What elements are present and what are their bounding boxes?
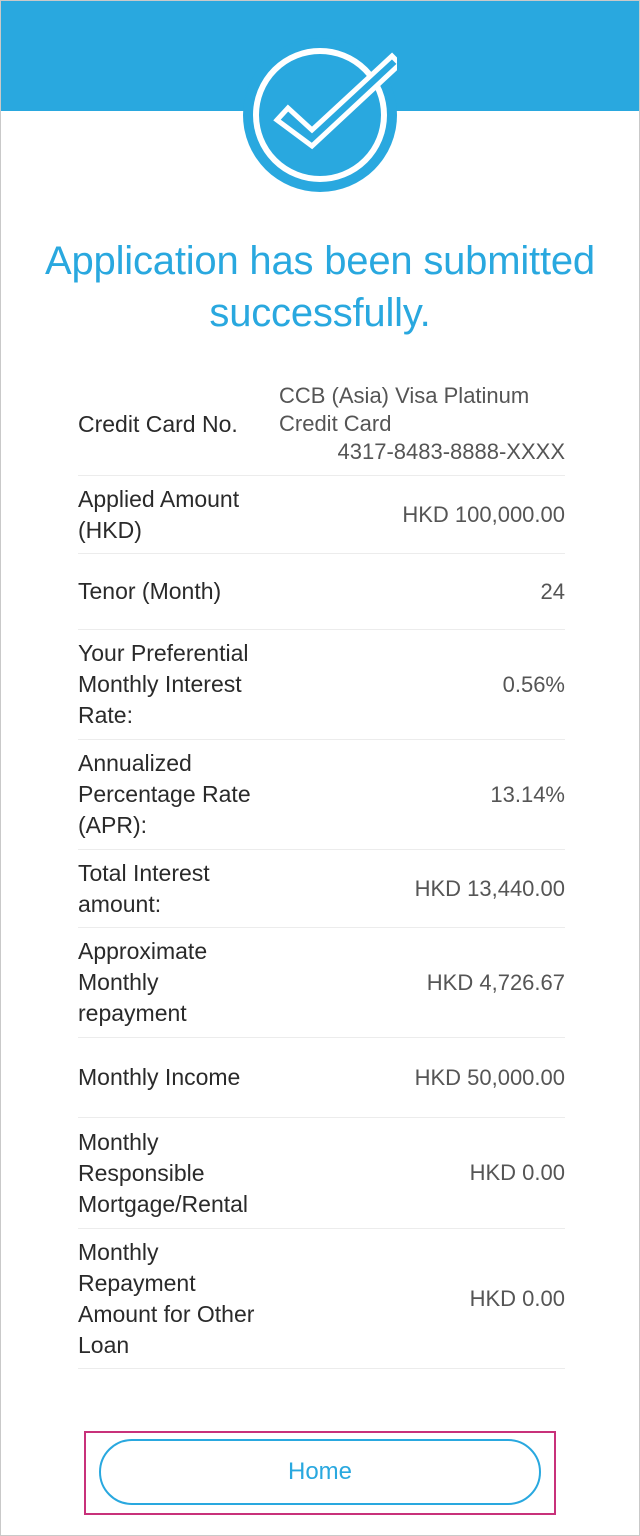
detail-value: HKD 13,440.00 bbox=[414, 875, 565, 901]
credit-card-value bbox=[279, 382, 565, 466]
detail-value: HKD 0.00 bbox=[469, 1285, 565, 1311]
detail-label: Annualized Percentage Rate (APR): bbox=[78, 750, 251, 838]
check-circle-icon bbox=[243, 38, 397, 192]
success-title-line1: Application has been submitted bbox=[45, 239, 595, 283]
detail-row-tenor bbox=[78, 554, 565, 630]
detail-value: 13.14% bbox=[490, 781, 565, 807]
home-button[interactable]: Home bbox=[99, 1439, 541, 1505]
success-title-line2: successfully. bbox=[209, 291, 431, 335]
detail-value: HKD 0.00 bbox=[469, 1160, 565, 1185]
detail-label: Your Preferential Monthly Interest Rate: bbox=[78, 640, 249, 728]
detail-value: HKD 50,000.00 bbox=[414, 1064, 565, 1090]
credit-card-label: Credit Card No. bbox=[78, 410, 238, 437]
credit-card-name-line1: CCB (Asia) Visa Platinum bbox=[279, 383, 530, 408]
success-title bbox=[1, 235, 639, 339]
detail-label: Total Interest amount: bbox=[78, 859, 210, 917]
detail-row-interest-rate bbox=[78, 630, 565, 740]
detail-row-monthly-income bbox=[78, 1038, 565, 1118]
detail-label: Tenor (Month) bbox=[78, 578, 222, 604]
detail-label: Applied Amount (HKD) bbox=[78, 485, 240, 543]
detail-value: HKD 100,000.00 bbox=[402, 501, 565, 527]
detail-row-monthly-repayment bbox=[78, 928, 565, 1038]
detail-row-apr bbox=[78, 740, 565, 850]
detail-row-other-loan bbox=[78, 1229, 565, 1369]
detail-row-credit-card bbox=[78, 373, 565, 476]
detail-label: Monthly Income bbox=[78, 1064, 241, 1090]
detail-label: Approximate Monthly repayment bbox=[78, 938, 208, 1026]
detail-label: Monthly Responsible Mortgage/Rental bbox=[78, 1128, 249, 1217]
credit-card-number: 4317-8483-8888-XXXX bbox=[337, 439, 565, 464]
detail-row-applied-amount bbox=[78, 476, 565, 554]
detail-row-mortgage-rental bbox=[78, 1118, 565, 1229]
detail-label: Monthly Repayment Amount for Other Loan bbox=[78, 1238, 255, 1358]
application-details bbox=[78, 373, 565, 1369]
credit-card-name-line2: Credit Card bbox=[279, 411, 392, 436]
detail-value: 24 bbox=[540, 578, 565, 604]
detail-value: 0.56% bbox=[502, 671, 565, 697]
detail-row-total-interest bbox=[78, 850, 565, 928]
detail-value: HKD 4,726.67 bbox=[426, 969, 565, 995]
